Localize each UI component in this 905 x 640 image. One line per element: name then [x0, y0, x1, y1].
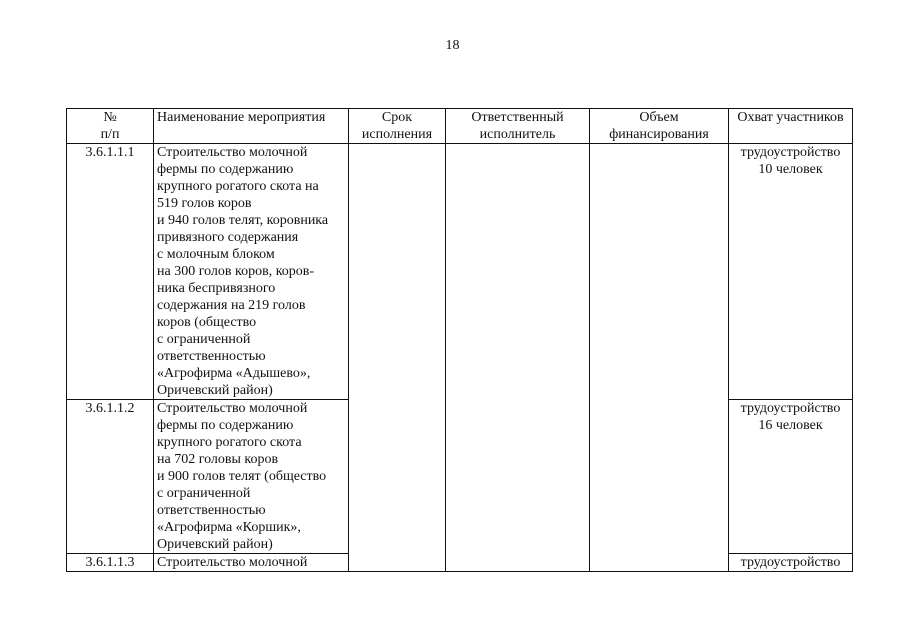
text-line: ответственностью: [157, 503, 266, 518]
header-text: Срок: [381, 110, 413, 125]
text-line: «Агрофирма «Адышево»,: [157, 366, 311, 381]
text-line: привязного содержания: [157, 230, 299, 245]
coverage-cell: [729, 144, 853, 400]
coverage-cell: [729, 554, 853, 572]
header-text: п/п: [100, 127, 120, 142]
activity-name: [154, 554, 349, 572]
header-text: финансирования: [609, 127, 709, 142]
header-responsible: [446, 109, 590, 144]
text-line: и 940 голов телят, коровника: [157, 213, 329, 228]
text-line: Оричевский район): [157, 537, 273, 552]
responsible-cell: [446, 144, 590, 572]
header-text: исполнения: [361, 127, 433, 142]
row-number: 3.6.1.1.2: [67, 400, 154, 554]
text-line: с молочным блоком: [157, 247, 275, 262]
text-line: 10 человек: [758, 162, 823, 177]
header-coverage: [729, 109, 853, 144]
text-line: Оричевский район): [157, 383, 273, 398]
header-text: Ответственный: [471, 110, 564, 125]
header-text: Объем: [639, 110, 679, 125]
text-line: фермы по содержанию: [157, 162, 294, 177]
text-line: ответственностью: [157, 349, 266, 364]
text-line: с ограниченной: [157, 486, 251, 501]
header-financing: [590, 109, 729, 144]
term-cell: [349, 144, 446, 572]
activities-table: [66, 108, 853, 572]
header-text: Охват участников: [737, 110, 844, 125]
text-line: 16 человек: [758, 418, 823, 433]
table-row: [67, 144, 853, 400]
table-header-row: [67, 109, 853, 144]
header-text: №: [103, 110, 117, 125]
financing-cell: [590, 144, 729, 572]
text-line: крупного рогатого скота на: [157, 179, 319, 194]
text-line: фермы по содержанию: [157, 418, 294, 433]
text-line: с ограниченной: [157, 332, 251, 347]
header-text: Наименование мероприятия: [157, 110, 326, 125]
text-line: 519 голов коров: [157, 196, 252, 211]
text-line: трудоустройство: [740, 555, 841, 570]
coverage-cell: [729, 400, 853, 554]
text-line: Строительство молочной: [157, 401, 308, 416]
text-line: коров (общество: [157, 315, 257, 330]
text-line: на 702 головы коров: [157, 452, 279, 467]
header-num: [67, 109, 154, 144]
row-number: 3.6.1.1.3: [67, 554, 154, 572]
text-line: и 900 голов телят (общество: [157, 469, 327, 484]
header-term: [349, 109, 446, 144]
text-line: «Агрофирма «Коршик»,: [157, 520, 301, 535]
header-name: [154, 109, 349, 144]
text-line: крупного рогатого скота: [157, 435, 302, 450]
text-line: Строительство молочной: [157, 145, 308, 160]
activity-name: [154, 144, 349, 400]
page-number: 18: [445, 38, 460, 53]
text-line: трудоустройство: [740, 145, 841, 160]
header-text: исполнитель: [479, 127, 556, 142]
text-line: Строительство молочной: [157, 555, 308, 570]
text-line: трудоустройство: [740, 401, 841, 416]
activity-name: [154, 400, 349, 554]
row-number: 3.6.1.1.1: [67, 144, 154, 400]
text-line: на 300 голов коров, коров-: [157, 264, 315, 279]
text-line: содержания на 219 голов: [157, 298, 306, 313]
text-line: ника беспривязного: [157, 281, 276, 296]
